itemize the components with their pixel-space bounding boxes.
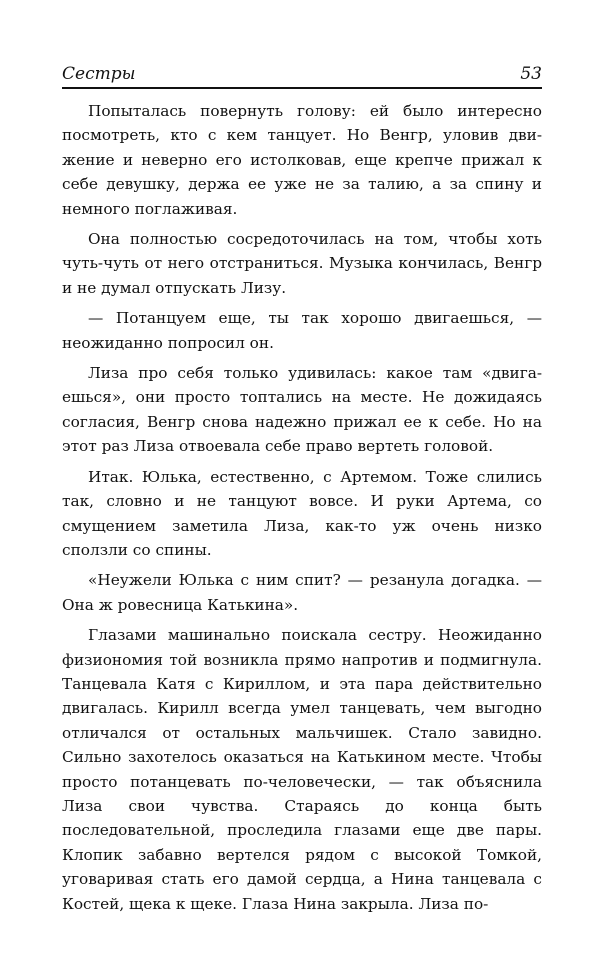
paragraph: «Неужели Юлька с ним спит? — резанула догадка. — Она ж ровесница Катькина».: [62, 571, 542, 614]
paragraph: Она полностью сосредоточилась на том, чтобы хоть чуть-чуть от него отстраниться. Музыка кончилась, Венгр и не думал отпускать Лизу.: [62, 230, 542, 297]
paragraph: Итак. Юлька, естественно, с Артемом. Тоже слились так, словно и не танцуют вовсе. И руки Артема, со смущением заметила Лиза, как-то уж очень низко сползли со спины.: [62, 467, 542, 559]
book-page: [62, 64, 542, 922]
page-number: 53: [520, 64, 542, 84]
body-text: [62, 99, 542, 916]
chapter-title: Сестры: [62, 64, 136, 84]
running-head: [62, 64, 542, 89]
paragraph: — Потанцуем еще, ты так хорошо двигаешься, — неожиданно попросил он.: [62, 309, 542, 352]
paragraph: Лиза про себя только удивилась: какое там «двигаешься», они просто топтались на месте. Не дожидаясь согласия, Венгр снова надежно прижал ее к себе. Но на этот раз Лиза отвоевала себе право вертеть головой.: [62, 364, 542, 456]
paragraph: Попыталась повернуть голову: ей было интересно посмотреть, кто с кем танцует. Но Венгр, уловив движение и неверно его истолковав, еще крепче прижал к себе девушку, держа ее уже не за талию, а за спину и немного поглаживая.: [62, 102, 542, 218]
paragraph: Глазами машинально поискала сестру. Неожиданно физиономия той возникла прямо напротив и подмигнула. Танцевала Катя с Кириллом, и эта пара действительно двигалась. Кирилл всегда умел танцевать, чем выгодно отличался от остальных мальчишек. Стало завидно. Сильно захотелось оказаться на Катькином месте. Чтобы просто потанцевать по-человечески, — так объяснила Лиза свои чувства. Стараясь до конца быть последовательной, проследила глазами еще две пары. Клопик забавно вертелся рядом с высокой Томкой, уговаривая стать его дамой сердца, а Нина танцевала с Костей, щека к щеке. Глаза Нина закрыла. Лиза по-: [62, 626, 542, 913]
